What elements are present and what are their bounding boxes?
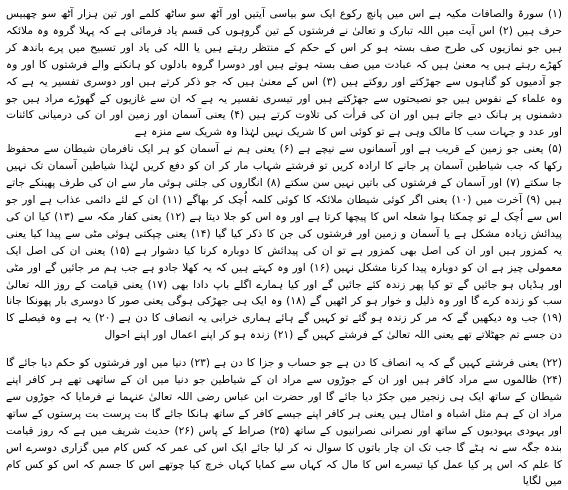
footnote-paragraph-2: (۵) یعنی جو زمین کے قریب ہے اور آسمانوں سے نیچے ہے (۶) یعنی ہم نے آسمان کو ہر ایک نافرمان شیطان سے محفوظ رکھا کہ جب شیاطین آسمان پر جانے کا ارادہ کریں تو فرشتے شہاب مار کر ان کو دفع کریں لہٰذا شیاطین آسمان تک نہیں جا سکتے (۷) اور آسمان کے فرشتوں کی باتیں نہیں سن سکتے (۸) انگاروں کی جلتی ہوئی مار سے ان کی طرف پھینکے جاتے ہیں (۹) آخرت میں (۱۰) یعنی اگر کوئی شیطان ملائکہ کا کوئی کلمہ اُچک کر بھاگے (۱۱) ان کے لئے دائمی عذاب ہے اور جو اس سے اُچک لے تو چمکتا ہوا شعلہ اس کا پیچھا کرتا ہے اور وہ اس کو جلا دیتا ہے (۱۲) یعنی کفار مکہ سے (۱۳) کیا ان کی پیدائش زیادہ مشکل ہے یا آسمان و زمین اور فرشتوں کی جن کا ذکر کیا گیا (۱۴) یعنی چپکتی ہوئی مٹی سے پیدا کیا یعنی یہ کمزور ہیں اور ان کی اصل بھی کمزور ہے تو ان کی پیدائش کا دوبارہ کرنا کیا دشوار ہے (۱۵) یعنی ان کی اصل ایک معمولی چیز ہے ان کو دوبارہ پیدا کرنا مشکل نہیں (۱۶) اور وہ کہتے ہیں کہ یہ کھلا جادو ہے جب ہم مر جائیں گے اور مٹی اور ہڈیاں ہو جائیں گے تو کیا پھر زندہ کئے جائیں گے اور کیا ہمارے اگلے باپ دادا بھی (۱۷) یعنی قیامت کے روز اللہ تعالیٰ سب کو زندہ کرے گا اور وہ ذلیل و خوار ہو کر اٹھیں گے (۱۸) وہ ایک ہی جھڑکی ہوگی یعنی صور کا دوسری بار پھونکا جانا (۱۹) جب وہ دیکھیں گے کہ مر کر زندہ ہو گئے تو کہیں گے ہائے ہماری خرابی یہ انصاف کا دن ہے (۲۰) یہ ہے وہ فیصلے کا دن جسے تم جھٹلاتے تھے یعنی اللہ تعالیٰ کے فرشتے کہیں گے (۲۱) زندہ ہو کر اپنے اعمال اور اپنے احوال xyxy=(6,143,563,342)
footnote-paragraph-3: (۲۲) یعنی فرشتے کہیں گے کہ یہ انصاف کا دن ہے جو حساب و جزا کا دن ہے (۲۳) دنیا میں اور فرشتوں کو حکم دیا جائے گا (۲۴) ظالموں سے مراد کافر ہیں اور ان کے جوڑوں سے مراد ان کے شیاطین جو دنیا میں ان کے ساتھی تھے ہر کافر اپنے شیطان کے ساتھ ایک ہی زنجیر میں جکڑ دیا جائے گا اور حضرت ابن عباس رضی اللہ تعالیٰ عنہما نے فرمایا کہ جوڑوں سے مراد ان کے ہم مثل اشباہ و امثال ہیں یعنی ہر کافر اپنے جیسے کافر کے ساتھ ہانکا جائے گا بت پرست بت پرستوں کے ساتھ اور یہودی یہودیوں کے ساتھ اور نصرانی نصرانیوں کے ساتھ (۲۵) صراط کے پاس (۲۶) حدیث شریف میں ہے کہ روز قیامت بندہ جگہ سے نہ ہٹے گا جب تک ان چار باتوں کا سوال نہ کر لیا جائے ایک اس کی عمر کہ کس کام میں گزاری دوسرے اس کا علم کہ اس پر کیا عمل کیا تیسرے اس کا مال کہ کہاں سے کمایا کہاں خرچ کیا چوتھے اس کا جسم کہ اس کو کس کام میں لگایا xyxy=(6,357,562,488)
paragraph-spacer xyxy=(6,344,562,355)
footnote-paragraph-1: (۱) سورۃ والصافات مکیہ ہے اس میں پانچ رکوع ایک سو بیاسی آیتیں اور آٹھ سو ساٹھ کلمے اور تین ہزار آٹھ سو چھبیس حرف ہیں (۲) اس آیت میں اللہ تبارک و تعالیٰ نے فرشتوں کے تین گروہوں کی قسم یاد فرمائی ہے کہ پہلا گروہ وہ ملائکہ ہیں جو نمازیوں کی طرح صف بستہ ہو کر اس کے حکم کے منتظر رہتے ہیں یا اللہ کی یاد اور تسبیح میں پرے باندھ کر کھڑے رہتے ہیں یہ معنیٰ ہیں کہ عبادت میں صف بستہ ہوتے ہیں اور دوسرا گروہ بادلوں کو ہانکنے والے فرشتوں کا اور وہ جو آدمیوں کو گناہوں سے جھڑکتے اور روکتے ہیں (۳) اس کے معنیٰ ہیں کہ جو ذکر کرتے ہیں اور دوسری تفسیر یہ ہے کہ وہ علماء کے نفوس ہیں جو نصیحتوں سے جھڑکتے ہیں اور تیسری تفسیر یہ ہے کہ ان سے غازیوں کے گھوڑے مراد ہیں جو دشمنوں پر ہانک دیے جاتے ہیں اور ان کی قرأت کی تلاوت کرتے ہیں (۴) یعنی آسمان اور زمین اور ان کی درمیانی کائنات اور عدد و جہات سب کا مالک وہی ہے تو کوئی اس کا شریک نہیں لہٰذا وہ شریک سے منزہ ہے xyxy=(6,8,562,139)
